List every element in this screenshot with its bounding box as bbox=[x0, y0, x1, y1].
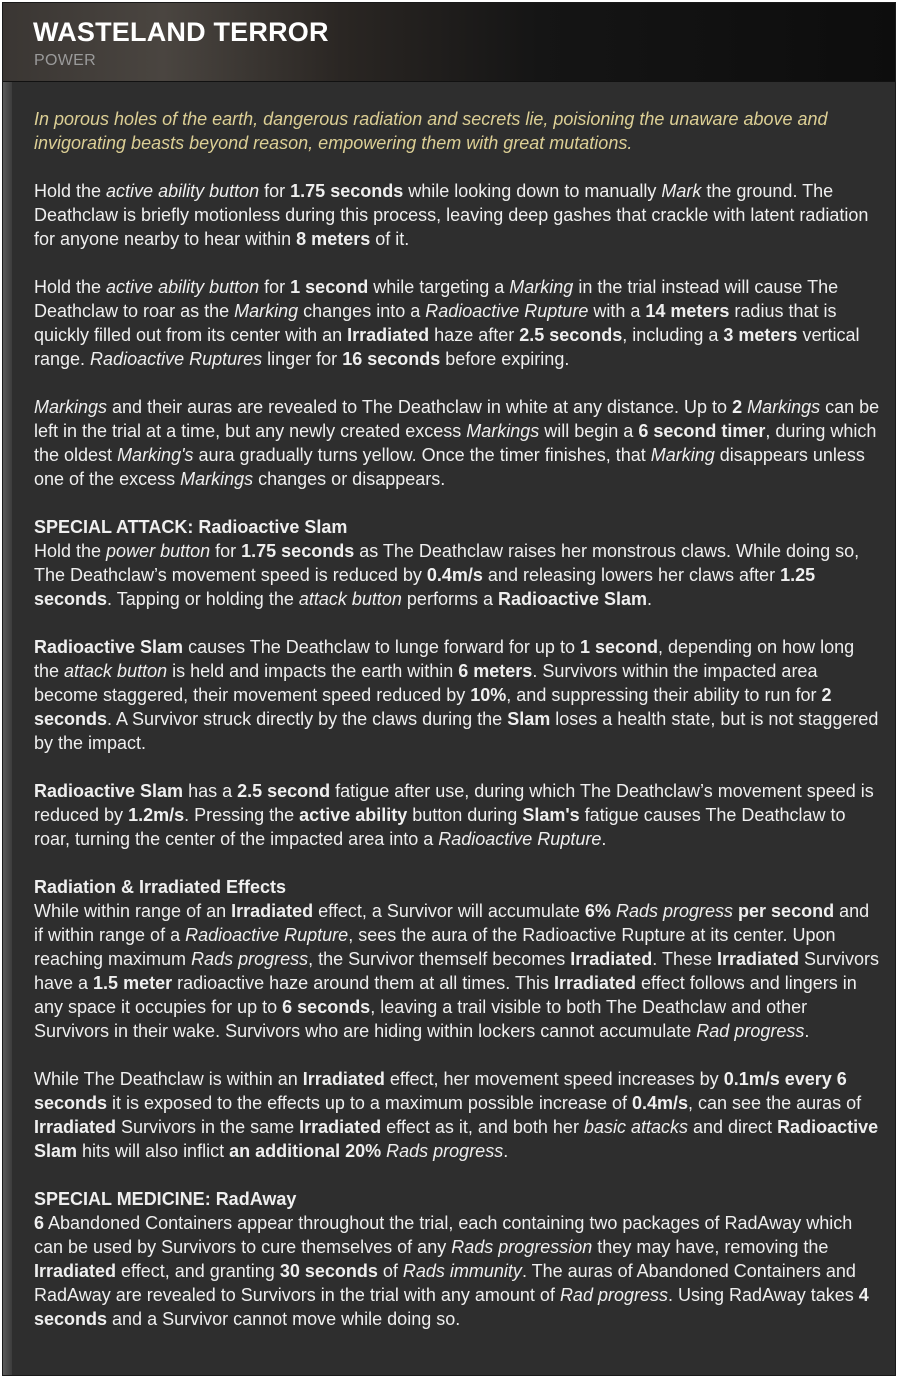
power-header bbox=[3, 3, 895, 82]
section-heading: Radiation & Irradiated Effects bbox=[34, 877, 287, 897]
power-description bbox=[34, 107, 880, 1355]
power-card bbox=[2, 2, 896, 1376]
power-title: WASTELAND TERROR bbox=[33, 17, 329, 47]
power-type-label: POWER bbox=[34, 52, 96, 69]
section-radiation-effects: Radiation & Irradiated Effects While within range of an Irradiated effect, a Survivor will accumulate 6% Rads progress per second and if within range of a Radioactive Rupture, sees the aura of the Radioactive Rupture at its center. Upon reaching maximum Rads progress, the Survivor themself becomes Irradiated. These Irradiated Survivors have a 1.5 meter radioactive haze around them at all times. This Irradiated effect follows and lingers in any space it occupies for up to 6 seconds, leaving a trail visible to both The Deathclaw and other Survivors in their wake. Survivors who are hiding within lockers cannot accumulate Rad progress. bbox=[34, 877, 880, 1041]
section-heading: SPECIAL ATTACK: Radioactive Slam bbox=[34, 517, 348, 537]
section-radioactive-slam: SPECIAL ATTACK: Radioactive Slam Hold the power button for 1.75 seconds as The Deathclaw raises her monstrous claws. While doing so, The Deathclaw’s movement speed is reduced by 0.4m/s and releasing lowers her claws after 1.25 seconds. Tapping or holding the attack button performs a Radioactive Slam. bbox=[34, 515, 880, 611]
description-paragraph-2: Hold the active ability button for 1 second while targeting a Marking in the trial instead will cause The Deathclaw to roar as the Marking changes into a Radioactive Rupture with a 14 meters radius that is quickly filled out from its center with an Irradiated haze after 2.5 seconds, including a 3 meters vertical range. Radioactive Ruptures linger for 16 seconds before expiring. bbox=[34, 277, 860, 369]
section-radaway: SPECIAL MEDICINE: RadAway 6 Abandoned Containers appear throughout the trial, each containing two packages of RadAway which can be used by Survivors to cure themselves of any Rads progression they may have, removing the Irradiated effect, and granting 30 seconds of Rads immunity. The auras of Abandoned Containers and RadAway are revealed to Survivors in the trial with any amount of Rad progress. Using RadAway takes 4 seconds and a Survivor cannot move while doing so. bbox=[34, 1187, 880, 1331]
slam-paragraph-2: Radioactive Slam causes The Deathclaw to lunge forward for up to 1 second, depending on how long the attack button is held and impacts the earth within 6 meters. Survivors within the impacted area become staggered, their movement speed reduced by 10%, and suppressing their ability to run for 2 seconds. A Survivor struck directly by the claws during the Slam loses a health state, but is not staggered by the impact. bbox=[34, 637, 879, 753]
description-paragraph-1: Hold the active ability button for 1.75 seconds while looking down to manually Mark the ground. The Deathclaw is briefly motionless during this process, leaving deep gashes that crackle with latent radiation for anyone nearby to hear within 8 meters of it. bbox=[34, 181, 869, 249]
flavor-text: In porous holes of the earth, dangerous radiation and secrets lie, poisioning the unaware above and invigorating beasts beyond reason, empowering them with great mutations. bbox=[34, 109, 828, 153]
section-heading: SPECIAL MEDICINE: RadAway bbox=[34, 1189, 297, 1209]
slam-paragraph-3: Radioactive Slam has a 2.5 second fatigue after use, during which The Deathclaw’s movement speed is reduced by 1.2m/s. Pressing the active ability button during Slam's fatigue causes The Deathclaw to roar, turning the center of the impacted area into a Radioactive Rupture. bbox=[34, 781, 874, 849]
radiation-paragraph-2: While The Deathclaw is within an Irradiated effect, her movement speed increases by 0.1m/s every 6 seconds it is exposed to the effects up to a maximum possible increase of 0.4m/s, can see the auras of Irradiated Survivors in the same Irradiated effect as it, and both her basic attacks and direct Radioactive Slam hits will also inflict an additional 20% Rads progress. bbox=[34, 1069, 879, 1161]
description-paragraph-3: Markings and their auras are revealed to The Deathclaw in white at any distance. Up to 2 Markings can be left in the trial at a time, but any newly created excess Markings will begin a 6 second timer, during which the oldest Marking's aura gradually turns yellow. Once the timer finishes, that Marking disappears unless one of the excess Markings changes or disappears. bbox=[34, 397, 880, 489]
